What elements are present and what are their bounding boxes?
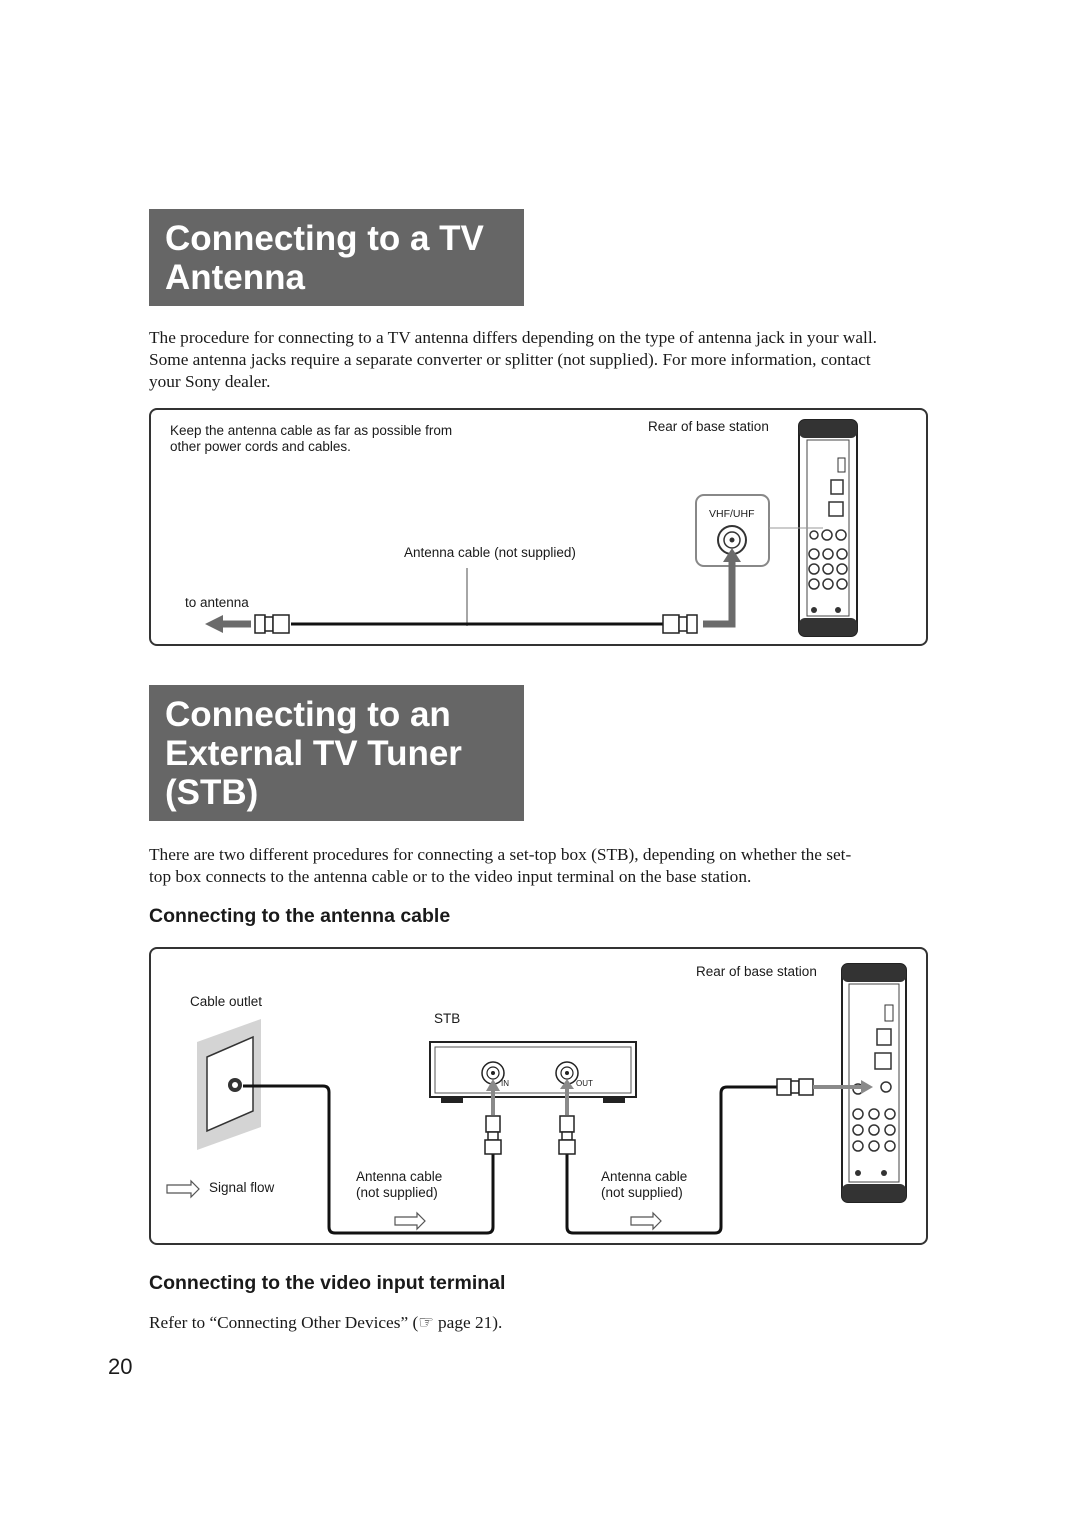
video-input-reference: Refer to “Connecting Other Devices” (☞ page 21). (149, 1313, 503, 1332)
cable-label-line: Antenna cable (601, 1169, 688, 1184)
stb-label: STB (434, 1011, 461, 1026)
signal-flow-arrow-icon (395, 1213, 425, 1229)
note-line: Keep the antenna cable as far as possible from (170, 423, 453, 438)
cable-label-line: Antenna cable (356, 1169, 443, 1184)
title-line: Connecting to a TV (165, 219, 484, 258)
subheading-video-input: Connecting to the video input terminal (149, 1272, 506, 1294)
antenna-cable-label: Antenna cable (not supplied) (404, 545, 576, 560)
rear-of-base-station-label: Rear of base station (648, 419, 769, 434)
stb-intro-paragraph (149, 844, 939, 888)
antenna-note (170, 423, 452, 455)
subheading-antenna-cable: Connecting to the antenna cable (149, 905, 451, 927)
antenna-cable-label-1 (356, 1169, 442, 1201)
cable-label-line: (not supplied) (601, 1185, 683, 1200)
cable-connector-icon (777, 1079, 813, 1095)
antenna-cable-label-2 (601, 1169, 687, 1201)
cable-connector-icon (485, 1116, 501, 1154)
cable-connector-icon (559, 1116, 575, 1154)
in-port-label: IN (501, 1079, 509, 1088)
to-antenna-label: to antenna (185, 595, 249, 610)
vhf-uhf-label: VHF/UHF (709, 508, 755, 520)
paragraph-line: There are two different procedures for connecting a set-top box (STB), depending on whether the set- (149, 845, 852, 864)
intro-paragraph (149, 327, 939, 393)
title-line: Antenna (165, 258, 305, 297)
paragraph-line: Some antenna jacks require a separate converter or splitter (not supplied). For more information, contact (149, 350, 871, 369)
cable-outlet-label: Cable outlet (190, 994, 263, 1009)
note-line: other power cords and cables. (170, 439, 351, 454)
signal-flow-arrow-icon (631, 1213, 661, 1229)
stb-diagram-graphic (151, 949, 930, 1247)
paragraph-line: your Sony dealer. (149, 372, 271, 391)
antenna-connection-diagram (149, 408, 928, 646)
cable-connector-icon (663, 615, 697, 633)
base-station-rear-icon (842, 964, 906, 1202)
title-line: External TV Tuner (165, 734, 462, 773)
page-number: 20 (108, 1354, 133, 1379)
cable-connector-icon (255, 615, 289, 633)
cable-label-line: (not supplied) (356, 1185, 438, 1200)
section-title-external-tuner (149, 685, 524, 821)
paragraph-line: top box connects to the antenna cable or to the video input terminal on the base station. (149, 867, 752, 886)
rear-of-base-station-label: Rear of base station (696, 964, 817, 979)
title-line: Connecting to an (165, 695, 451, 734)
signal-flow-arrow-icon (167, 1181, 199, 1197)
title-line: (STB) (165, 773, 259, 812)
stb-connection-diagram (149, 947, 928, 1245)
section-title-tv-antenna (149, 209, 524, 306)
signal-flow-label: Signal flow (209, 1180, 275, 1195)
paragraph-line: The procedure for connecting to a TV antenna differs depending on the type of antenna jack in your wall. (149, 328, 877, 347)
stb-box-icon (430, 1042, 636, 1103)
out-port-label: OUT (576, 1079, 593, 1088)
